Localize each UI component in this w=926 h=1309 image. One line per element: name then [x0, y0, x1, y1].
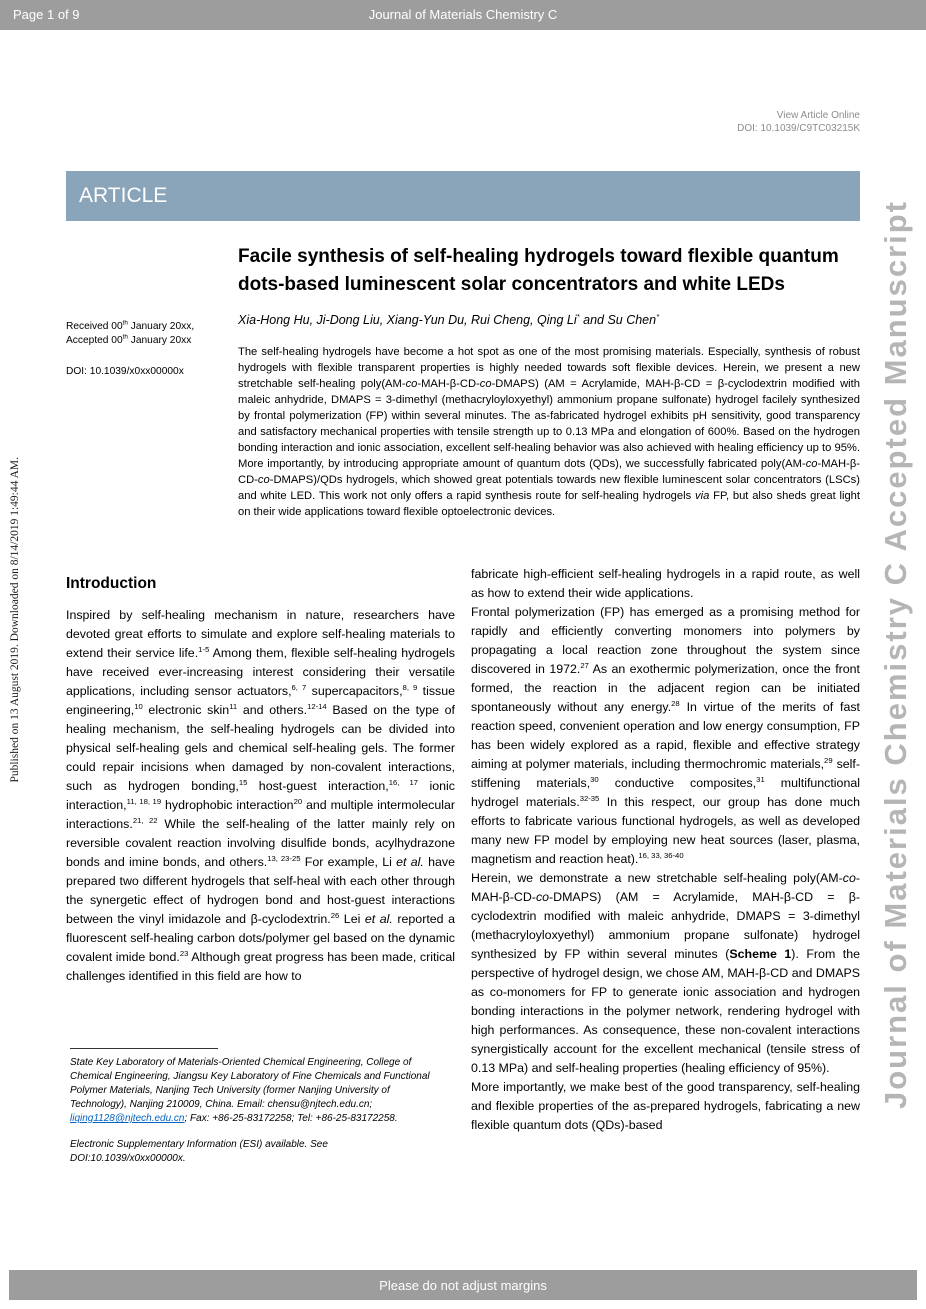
body-paragraph-2: Frontal polymerization (FP) has emerged as a promising method for rapidly and efficiently converting monomers into polymers by propagating a local reaction zone throughout the system since discovered in 1972.27 As an exothermic polymerization, once the front formed, the reaction in the adjacent region can be initiated spontaneously without any energy.$^{28}$ In virtue of the merits of fast reaction speed, convenient operation and low energy consumption, FP has been widely explored as a rapid, flexible and effective strategy aiming at polymer materials, including thermochromic materials,$^{29}$ self-stiffening materials,$^{30}$ conductive composites,$^{31}$ multifunctional hydrogel materials.$^{32-35}$ In this respect, our group has done much efforts to fabricate various functional hydrogels, as well as developed many new FP model by employing new heat sources (laser, plasma, magnetism and reaction heat).$^{16, 33, 36-40}$: [471, 605, 860, 866]
journal-name: Journal of Materials Chemistry C: [368, 7, 558, 22]
footnote-rule: [70, 1048, 218, 1049]
footer-text: Please do not adjust margins: [379, 1277, 547, 1293]
footnote-block: [70, 1048, 446, 1166]
view-article-online-block: [737, 109, 860, 135]
view-article-online-link[interactable]: View Article Online: [776, 110, 860, 121]
body-paragraph-1: fabricate high-efficient self-healing hydrogels in a rapid route, as well as how to extend their wide applications.: [471, 567, 860, 600]
affiliation-note: State Key Laboratory of Materials-Oriented Chemical Engineering, College of Chemical Engineering, Jiangsu Key Laboratory of Fine Chemicals and Functional Polymer Materials, Nanjing Tech University (former Nanjing University of Technology), Nanjing 210009, China. Email: chensu@njtech.edu.cn; liqing1128@njtech.edu.cn; Fax: +86-25-83172258; Tel: +86-25-83172258.: [70, 1057, 430, 1124]
body-paragraph-3: Herein, we demonstrate a new stretchable self-healing poly(AM-co-MAH-β-CD-co-DMAPS) (AM = Acrylamide, MAH-β-CD = β-cyclodextrin modified with maleic anhydride, DMAPS = 3-dimethyl (methacryloyloxyethyl) ammonium propane sulfonate) hydrogel synthesized by FP within several minutes (Scheme 1). From the perspective of hydrogel design, we chose AM, MAH-β-CD and DMAPS as co-monomers for FP to generate ionic association and hydrogen bonding interactions in the polymer network, rendering hydrogel with high performances. As consequence, these non-covalent interactions synergistically account for the excellent mechanical (tensile stress of 0.13 MPa) and self-healing properties (healing efficiency of 95%).: [471, 871, 861, 1075]
body-column-left: [66, 574, 455, 986]
section-heading-introduction: Introduction: [66, 575, 157, 592]
esi-note: Electronic Supplementary Information (ESI) available. See DOI:10.1039/x0xx00000x.: [70, 1139, 328, 1164]
intro-paragraph: Inspired by self-healing mechanism in nature, researchers have devoted great efforts to simulate and explore self-healing materials to extend their service life.$^{1-5}$ Among them, flexible self-healing hydrogels have received ever-increasing interest considering their versatile applications, including sensor actuators,$^{6, 7}$ supercapacitors,$^{8, 9}$ tissue engineering,$^{10}$ electronic skin$^{11}$ and others.$^{12-14}$ Based on the type of healing mechanism, the self-healing hydrogels can be divided into physical self-healing gels and chemical self-healing gels. The former could repair incisions when damaged by non-covalent interactions, such as hydrogen bonding,$^{15}$ host-guest interaction,$^{16, 17}$ ionic interaction,$^{11, 18, 19}$ hydrophobic interaction$^{20}$ and multiple intermolecular interactions.$^{21, 22}$ While the self-healing of the latter mainly rely on reversible covalent reaction involving disulfide bonds, acylhydrazone bonds and imine bonds, and others.$^{13, 23-25}$ For example, Li et al. have prepared two different hydrogels that self-heal with each other through the synergetic effect of hydrogen bond and host-guest interactions between the vinyl imidazole and β-cyclodextrin.$^{26}$ Lei et al. reported a fluorescent self-healing carbon dots/polymer gel based on the dynamic covalent imide bond.$^{23}$ Although great progress has been made, critical challenges identified in this field are how to: [66, 608, 456, 983]
accepted-manuscript-watermark: [868, 0, 924, 1309]
footer-bar: [9, 1270, 917, 1300]
received-date: Received 00th January 20xx,: [66, 319, 195, 332]
download-watermark: [0, 0, 30, 1309]
authors-line: Xia-Hong Hu, Ji-Dong Liu, Xiang-Yun Du, Rui Cheng, Qing Li* and Su Chen*: [238, 311, 660, 327]
manuscript-doi: DOI: 10.1039/x0xx00000x: [66, 366, 184, 377]
article-header: [238, 243, 860, 520]
header-bar: [0, 0, 926, 30]
accepted-date: Accepted 00th January 20xx: [66, 333, 192, 346]
email-link[interactable]: liqing1128@njtech.edu.cn: [70, 1113, 185, 1124]
article-type-label: ARTICLE: [79, 184, 168, 207]
page-number: Page 1 of 9: [13, 7, 80, 22]
body-column-right: [471, 565, 860, 1135]
abstract-text: The self-healing hydrogels have become a hot spot as one of the most promising materials. Especially, synthesis of robust hydrogels with flexible transparent properties is highly needed towards soft flexible devices. Herein, we present a new stretchable self-healing poly(AM-co-MAH-β-CD-co-DMAPS) (AM = Acrylamide, MAH-β-CD = β-cyclodextrin modified with maleic anhydride, DMAPS = 3-dimethyl (methacryloyloxyethyl) ammonium propane sulfonate) hydrogel facilely synthesized by frontal polymerization (FP) within several minutes. The as-fabricated hydrogel exhibits pH sensitivity, good transparency and satisfactory mechanical properties with tensile strength up to 0.13 MPa and elongation of 600%. Based on the hydrogen bonding interaction and ionic association, excellent self-healing behavior was also achieved with healing efficiency up to 95%. More importantly, by introducing appropriate amount of quantum dots (QDs), we successfully fabricated poly(AM-co-MAH-β-CD-co-DMAPS)/QDs hydrogels, which showed great potentials towards new flexible luminescent solar concentrators (LSCs) and white LED. This work not only offers a rapid synthesis route for self-healing hydrogels via FP, but also sheds great light on their wide applications toward flexible optoelectronic devices.: [238, 346, 860, 518]
paper-title: Facile synthesis of self-healing hydrogels toward flexible quantum dots-based luminescent solar concentrators and white LEDs: [238, 246, 839, 295]
accepted-manuscript-watermark-text: Journal of Materials Chemistry C Accepted Manuscript: [878, 199, 913, 1110]
download-watermark-text: Published on 13 August 2019. Downloaded on 8/14/2019 1:49:44 AM.: [9, 456, 21, 783]
manuscript-meta: [66, 320, 230, 379]
article-doi-link[interactable]: DOI: 10.1039/C9TC03215K: [737, 123, 860, 134]
body-paragraph-4: More importantly, we make best of the good transparency, self-healing and flexible properties of the as-prepared hydrogels, fabricating a new flexible quantum dots (QDs)-based: [471, 1080, 860, 1132]
article-type-banner: [66, 171, 860, 221]
